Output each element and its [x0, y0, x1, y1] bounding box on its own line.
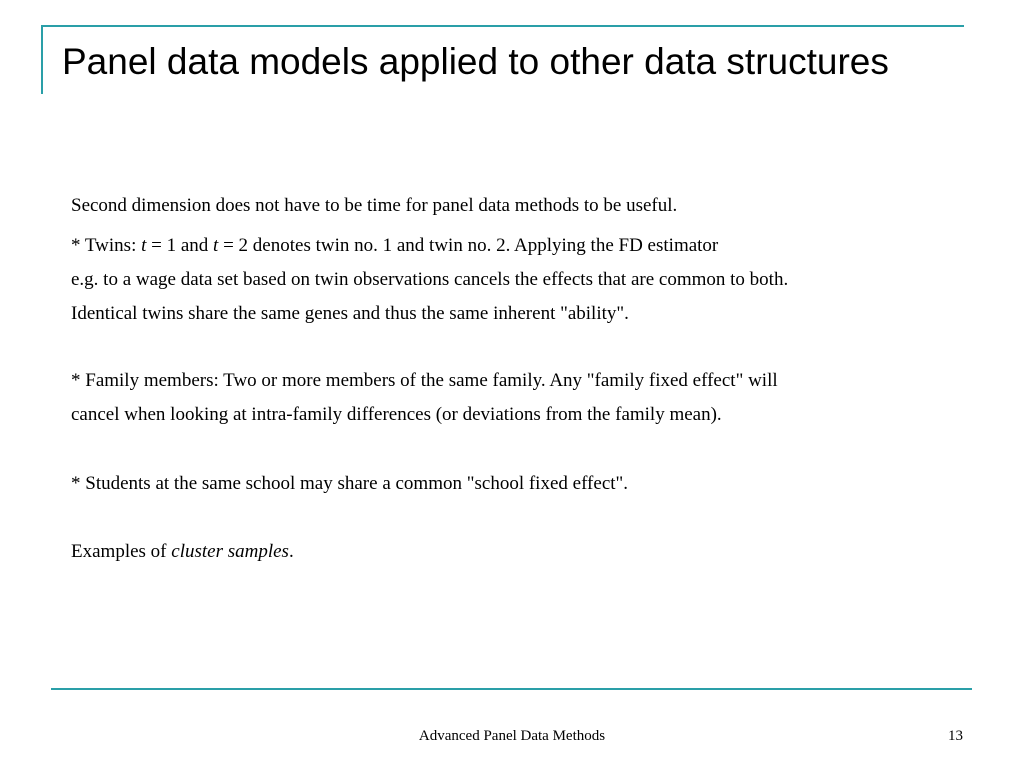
examples-suffix: .	[288, 541, 294, 562]
twins-eq1: = 1	[146, 235, 177, 256]
students-text: * Students at the same school may share a common "school fixed effect".	[71, 473, 629, 494]
twins-line-1	[71, 230, 718, 262]
twins-var-t2: t	[213, 235, 219, 256]
intro-text: Second dimension does not have to be time for panel data methods to be useful.	[71, 195, 678, 216]
footer-rule	[51, 688, 972, 690]
twins-line-3: Identical twins share the same genes and thus the same inherent "ability".	[71, 303, 629, 324]
examples-emphasis: cluster samples	[171, 541, 289, 562]
footer-caption: Advanced Panel Data Methods	[418, 728, 606, 744]
twins-line-2: e.g. to a wage data set based on twin observations cancels the effects that are common to both.	[71, 269, 789, 290]
twins-rest: denotes twin no. 1 and twin no. 2. Applying the FD estimator	[248, 235, 719, 256]
title-left-rule	[41, 25, 43, 94]
title-top-rule	[41, 25, 964, 27]
twins-eq2: = 2	[218, 235, 249, 256]
page-number: 13	[948, 728, 963, 744]
twins-var-t1: t	[141, 235, 147, 256]
examples-text	[71, 536, 294, 568]
family-line-1: * Family members: Two or more members of the same family. Any "family fixed effect" will	[71, 370, 778, 391]
examples-prefix: Examples of	[71, 541, 172, 562]
twins-and: and	[176, 235, 214, 256]
twins-prefix: * Twins:	[71, 235, 142, 256]
slide-title: Panel data models applied to other data structures	[62, 41, 889, 82]
family-line-2: cancel when looking at intra-family differences (or deviations from the family mean).	[71, 404, 722, 425]
